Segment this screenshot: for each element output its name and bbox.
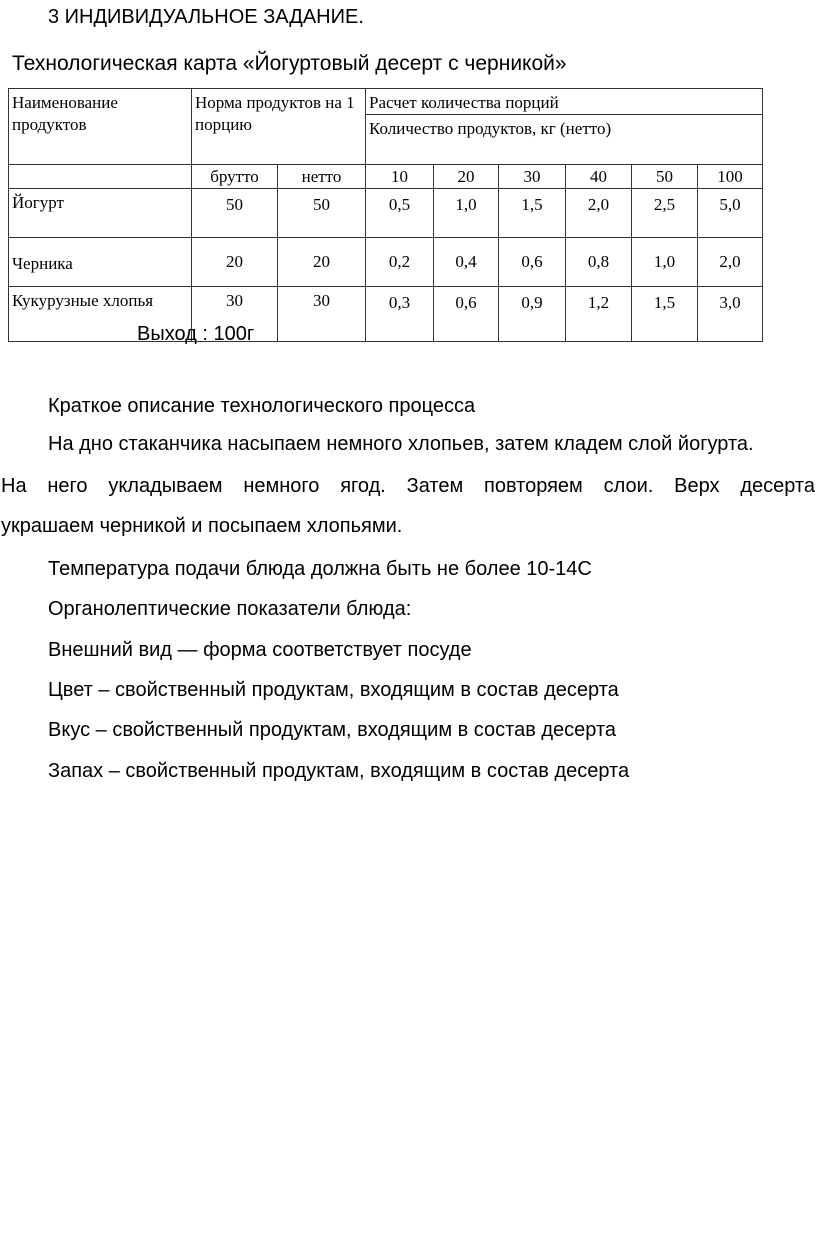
quantity-cell: 1,5 xyxy=(632,287,698,342)
product-name: Кукурузные хлопья xyxy=(9,287,192,342)
header-netto: нетто xyxy=(278,165,366,189)
description-line: украшаем черникой и посыпаем хлопьями. xyxy=(1,515,403,537)
brutto-value: 50 xyxy=(192,189,278,238)
quantity-cell: 0,4 xyxy=(434,238,499,287)
table-row xyxy=(9,189,763,238)
quantity-cell: 0,6 xyxy=(434,287,499,342)
brutto-value: 30 xyxy=(192,287,278,342)
smell-text: Запах – свойственный продуктам, входящим в состав десерта xyxy=(48,760,630,782)
netto-value: 30 xyxy=(278,287,366,342)
taste-text: Вкус – свойственный продуктам, входящим в состав десерта xyxy=(48,719,617,741)
header-qty: Количество продуктов, кг (нетто) xyxy=(366,115,763,165)
quantity-cell: 1,0 xyxy=(632,238,698,287)
portion-count: 10 xyxy=(366,165,434,189)
section-heading: 3 ИНДИВИДУАЛЬНОЕ ЗАДАНИЕ. xyxy=(48,6,364,28)
netto-value: 50 xyxy=(278,189,366,238)
color-text: Цвет – свойственный продуктам, входящим в состав десерта xyxy=(48,679,619,701)
quantity-cell: 2,0 xyxy=(566,189,632,238)
header-empty-cell xyxy=(9,165,192,189)
quantity-cell: 0,2 xyxy=(366,238,434,287)
product-name: Йогурт xyxy=(9,189,192,238)
quantity-cell: 2,0 xyxy=(698,238,763,287)
header-name: Наименование продуктов xyxy=(9,89,192,165)
portion-count: 20 xyxy=(434,165,499,189)
quantity-cell: 0,6 xyxy=(499,238,566,287)
quantity-cell: 5,0 xyxy=(698,189,763,238)
quantity-cell: 0,3 xyxy=(366,287,434,342)
yield-text: Выход : 100г xyxy=(137,323,255,345)
description-line: На него укладываем немного ягод. Затем повторяем слои. Верх десерта xyxy=(1,475,815,497)
portion-count: 30 xyxy=(499,165,566,189)
header-brutto: брутто xyxy=(192,165,278,189)
description-heading: Краткое описание технологического процесса xyxy=(48,395,476,417)
quantity-cell: 0,8 xyxy=(566,238,632,287)
quantity-cell: 0,5 xyxy=(366,189,434,238)
quantity-cell: 2,5 xyxy=(632,189,698,238)
quantity-cell: 1,0 xyxy=(434,189,499,238)
header-norm: Норма продуктов на 1 порцию xyxy=(192,89,366,165)
table-row xyxy=(9,287,763,342)
temperature-text: Температура подачи блюда должна быть не более 10-14С xyxy=(48,558,592,580)
quantity-cell: 3,0 xyxy=(698,287,763,342)
portion-count: 100 xyxy=(698,165,763,189)
appearance-text: Внешний вид — форма соответствует посуде xyxy=(48,639,472,661)
organoleptic-heading: Органолептические показатели блюда: xyxy=(48,598,412,620)
document-title: Технологическая карта «Йогуртовый десерт с черникой» xyxy=(12,52,567,75)
table-row xyxy=(9,238,763,287)
portion-count: 50 xyxy=(632,165,698,189)
brutto-value: 20 xyxy=(192,238,278,287)
portion-count: 40 xyxy=(566,165,632,189)
header-calc: Расчет количества порций xyxy=(366,89,763,115)
description-line: На дно стаканчика насыпаем немного хлопьев, затем кладем слой йогурта. xyxy=(48,433,754,455)
quantity-cell: 1,5 xyxy=(499,189,566,238)
quantity-cell: 0,9 xyxy=(499,287,566,342)
tech-card-table xyxy=(8,88,763,342)
netto-value: 20 xyxy=(278,238,366,287)
quantity-cell: 1,2 xyxy=(566,287,632,342)
product-name: Черника xyxy=(9,238,192,287)
